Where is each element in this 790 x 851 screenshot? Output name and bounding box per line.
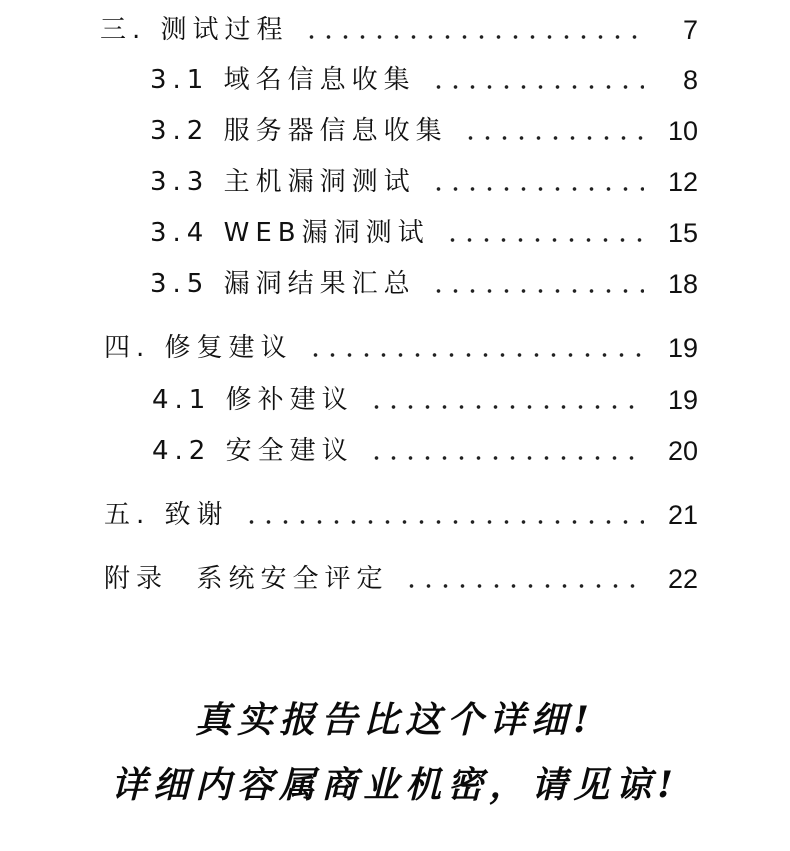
- notice-line-1: 真实报告比这个详细!: [195, 699, 595, 741]
- toc-entry-label: 五. 致谢: [104, 500, 229, 530]
- toc-entry-3-2[interactable]: [150, 111, 698, 151]
- notice-line-2: 详细内容属商业机密，请见谅!: [111, 764, 679, 806]
- toc-entry-page: 19: [667, 385, 698, 415]
- toc-dot-leader: [430, 288, 644, 294]
- toc-entry-page: 20: [667, 436, 698, 466]
- toc-entry-page: 7: [682, 15, 698, 45]
- toc-entry-4-2[interactable]: [152, 431, 698, 471]
- toc-dot-leader: [303, 34, 644, 40]
- toc-entry-section-3[interactable]: [100, 10, 698, 50]
- toc-entry-label: 3.4 WEB漏洞测试: [150, 218, 430, 248]
- toc-entry-3-3[interactable]: [150, 162, 698, 202]
- toc-entry-section-4[interactable]: [104, 328, 698, 368]
- toc-entry-page: 21: [667, 500, 698, 530]
- toc-entry-label: 三. 测试过程: [100, 15, 289, 45]
- toc-entry-page: 22: [667, 564, 698, 594]
- toc-entry-label: 4.2 安全建议: [152, 436, 354, 466]
- toc-dot-leader: [368, 455, 644, 461]
- toc-entry-label: 附录 系统安全评定: [104, 564, 389, 594]
- toc-entry-page: 15: [667, 218, 698, 248]
- toc-dot-leader: [444, 237, 644, 243]
- toc-entry-label: 四. 修复建议: [104, 333, 293, 363]
- toc-entry-3-1[interactable]: [150, 60, 698, 100]
- toc-entry-4-1[interactable]: [152, 380, 698, 420]
- toc-entry-page: 8: [682, 65, 698, 95]
- toc-dot-leader: [307, 352, 644, 358]
- toc-entry-label: 4.1 修补建议: [152, 385, 354, 415]
- toc-dot-leader: [430, 84, 644, 90]
- toc-dot-leader: [368, 404, 644, 410]
- toc-entry-label: 3.1 域名信息收集: [150, 65, 416, 95]
- toc-entry-3-5[interactable]: [150, 264, 698, 304]
- toc-entry-page: 10: [667, 116, 698, 146]
- toc-dot-leader: [430, 186, 644, 192]
- toc-entry-page: 18: [667, 269, 698, 299]
- toc-entry-label: 3.2 服务器信息收集: [150, 116, 448, 146]
- toc-dot-leader: [462, 135, 644, 141]
- toc-dot-leader: [243, 519, 644, 525]
- toc-entry-page: 12: [667, 167, 698, 197]
- toc-entry-appendix[interactable]: [104, 559, 698, 599]
- toc-entry-3-4[interactable]: [150, 213, 698, 253]
- toc-dot-leader: [403, 583, 644, 589]
- toc-entry-section-5[interactable]: [104, 495, 698, 535]
- toc-entry-label: 3.3 主机漏洞测试: [150, 167, 416, 197]
- toc-entry-page: 19: [667, 333, 698, 363]
- toc-entry-label: 3.5 漏洞结果汇总: [150, 269, 416, 299]
